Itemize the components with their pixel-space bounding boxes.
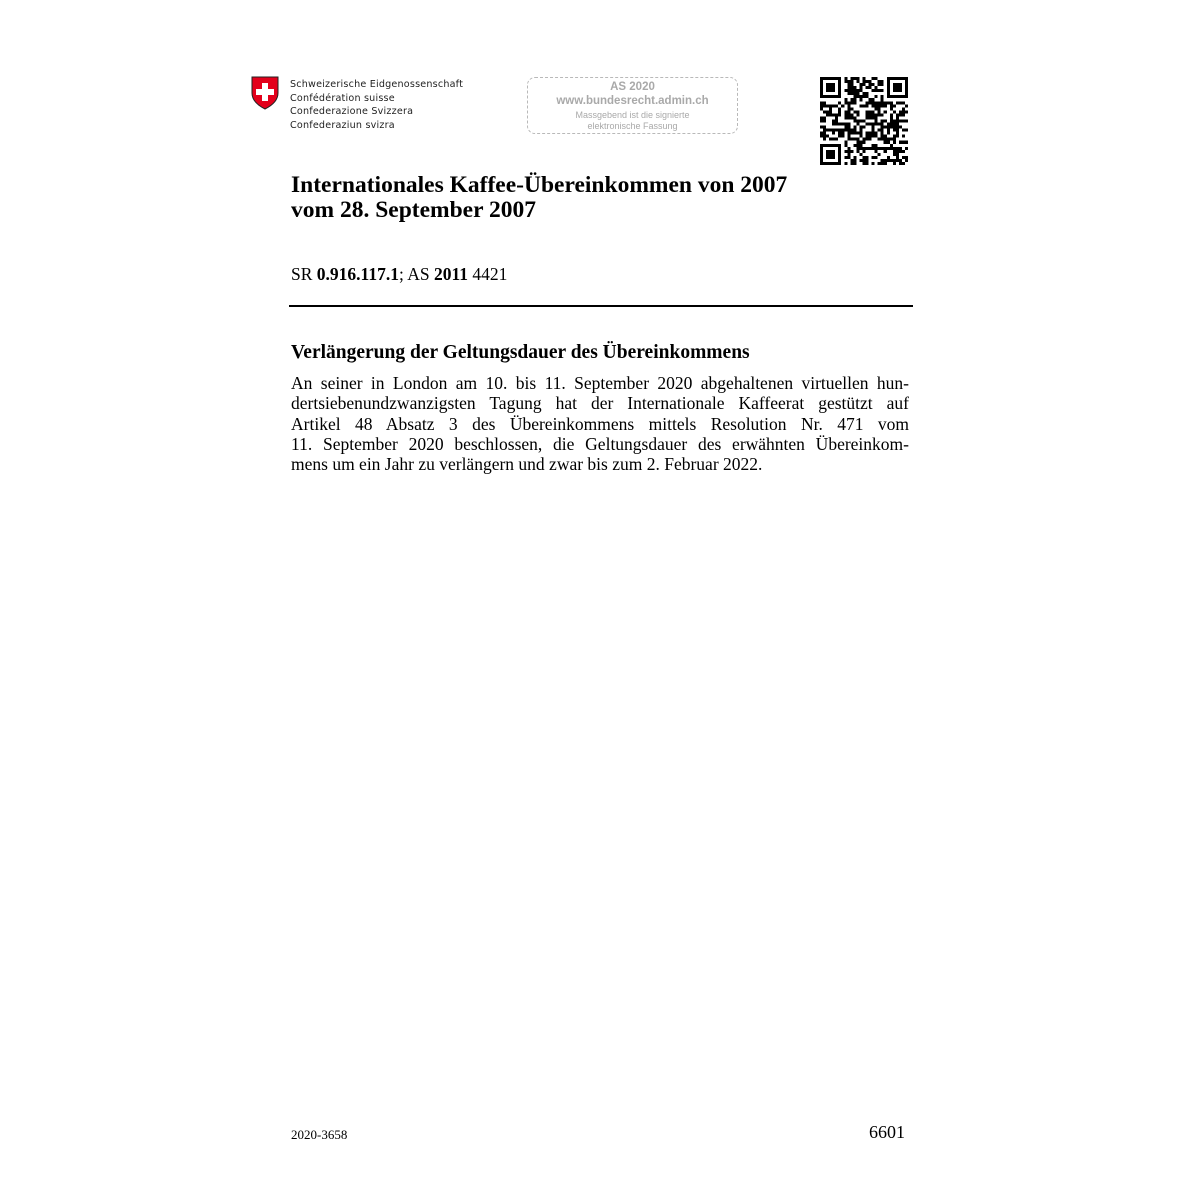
body-line: dertsiebenundzwanzigsten Tagung hat der Internationale Kaffeerat gestützt auf xyxy=(291,393,909,414)
official-publication-stamp xyxy=(527,77,738,134)
sr-prefix: SR xyxy=(291,264,317,284)
federal-name-de: Schweizerische Eidgenossenschaft xyxy=(290,79,464,90)
federal-name-rm: Confederaziun svizra xyxy=(290,119,395,131)
section-heading: Verlängerung der Geltungsdauer des Übereinkommens xyxy=(291,342,750,363)
stamp-as-year: AS 2020 xyxy=(610,81,655,93)
qr-code-icon xyxy=(820,77,908,165)
document-title-line1: Internationales Kaffee-Übereinkommen von 2007 xyxy=(291,172,788,198)
page-number: 6601 xyxy=(869,1122,905,1142)
sr-reference xyxy=(291,264,507,285)
horizontal-rule xyxy=(289,305,913,307)
body-line: Artikel 48 Absatz 3 des Übereinkommens mittels Resolution Nr. 471 vom xyxy=(291,413,909,434)
as-year: 2011 xyxy=(433,264,469,284)
body-line: 11. September 2020 beschlossen, die Geltungsdauer des erwähnten Übereinkom- xyxy=(291,433,909,454)
body-line: An seiner in London am 10. bis 11. September 2020 abgehaltenen virtuellen hun- xyxy=(291,373,909,393)
federal-name-fr: Confédération suisse xyxy=(290,92,395,104)
body-line: mens um ein Jahr zu verlängern und zwar bis zum 2. Februar 2022. xyxy=(291,454,763,475)
federal-name-it: Confederazione Svizzera xyxy=(290,106,414,118)
stamp-note-line2: elektronische Fassung xyxy=(587,121,678,131)
stamp-website: www.bundesrecht.admin.ch xyxy=(556,95,709,107)
footer-reference: 2020-3658 xyxy=(291,1127,348,1142)
as-page: 4421 xyxy=(468,264,508,284)
document-title xyxy=(291,173,787,223)
sr-number: 0.916.117.1 xyxy=(316,264,399,284)
document-title-line2: vom 28. September 2007 xyxy=(291,197,536,223)
body-paragraph xyxy=(291,373,909,474)
as-prefix: ; AS xyxy=(398,264,434,284)
federal-administration-names xyxy=(290,78,463,132)
swiss-cross-shield-icon xyxy=(251,76,279,110)
stamp-note-line1: Massgebend ist die signierte xyxy=(575,110,690,120)
